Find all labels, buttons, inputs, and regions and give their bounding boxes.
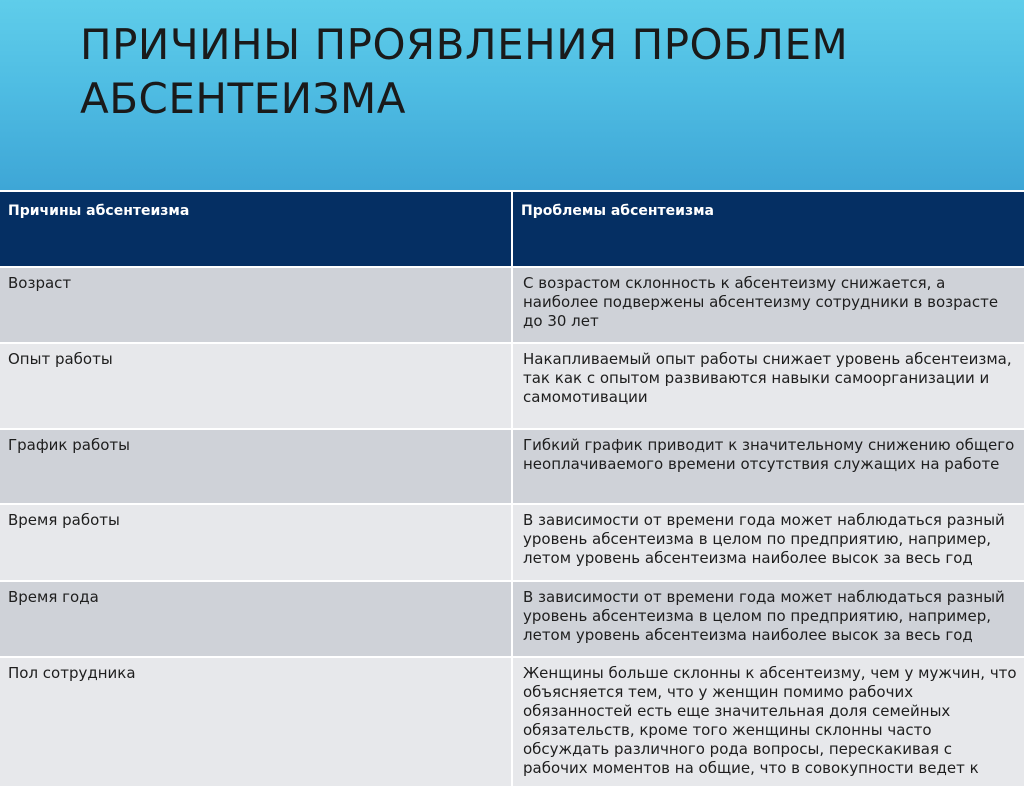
problem-cell: В зависимости от времени года может наблюдаться разный уровень абсентеизма в целом по предприятию, например, летом уровень абсентеизма наиболее высок за весь год <box>512 504 1024 581</box>
reason-cell: Время работы <box>0 504 512 581</box>
problem-cell: Женщины больше склонны к абсентеизму, чем у мужчин, что объясняется тем, что у женщин помимо рабочих обязанностей есть еще значительная доля семейных обязательств, кроме того женщины склонны часто обсуждать различного рода вопросы, перескакивая с рабочих моментов на общие, что в совокупности ведет к <box>512 657 1024 787</box>
reason-cell: Возраст <box>0 267 512 343</box>
title-band <box>0 0 1024 190</box>
table-row <box>0 429 1024 504</box>
table-row <box>0 504 1024 581</box>
problem-cell: С возрастом склонность к абсентеизму снижается, а наиболее подвержены абсентеизму сотрудники в возрасте до 30 лет <box>512 267 1024 343</box>
problem-cell: В зависимости от времени года может наблюдаться разный уровень абсентеизма в целом по предприятию, например, летом уровень абсентеизма наиболее высок за весь год <box>512 581 1024 657</box>
reason-cell: График работы <box>0 429 512 504</box>
header-reasons: Причины абсентеизма <box>0 191 512 267</box>
reason-cell: Опыт работы <box>0 343 512 429</box>
table-header-row <box>0 191 1024 267</box>
table-row <box>0 581 1024 657</box>
table-row <box>0 267 1024 343</box>
problem-cell: Накапливаемый опыт работы снижает уровень абсентеизма, так как с опытом развиваются навыки самоорганизации и самомотивации <box>512 343 1024 429</box>
table-row <box>0 343 1024 429</box>
table-row <box>0 657 1024 787</box>
absenteeism-table <box>0 190 1024 777</box>
slide-title: ПРИЧИНЫ ПРОЯВЛЕНИЯ ПРОБЛЕМ АБСЕНТЕИЗМА <box>80 20 849 123</box>
header-problems: Проблемы абсентеизма <box>512 191 1024 267</box>
problem-cell: Гибкий график приводит к значительному снижению общего неоплачиваемого времени отсутствия служащих на работе <box>512 429 1024 504</box>
reason-cell: Пол сотрудника <box>0 657 512 787</box>
reason-cell: Время года <box>0 581 512 657</box>
